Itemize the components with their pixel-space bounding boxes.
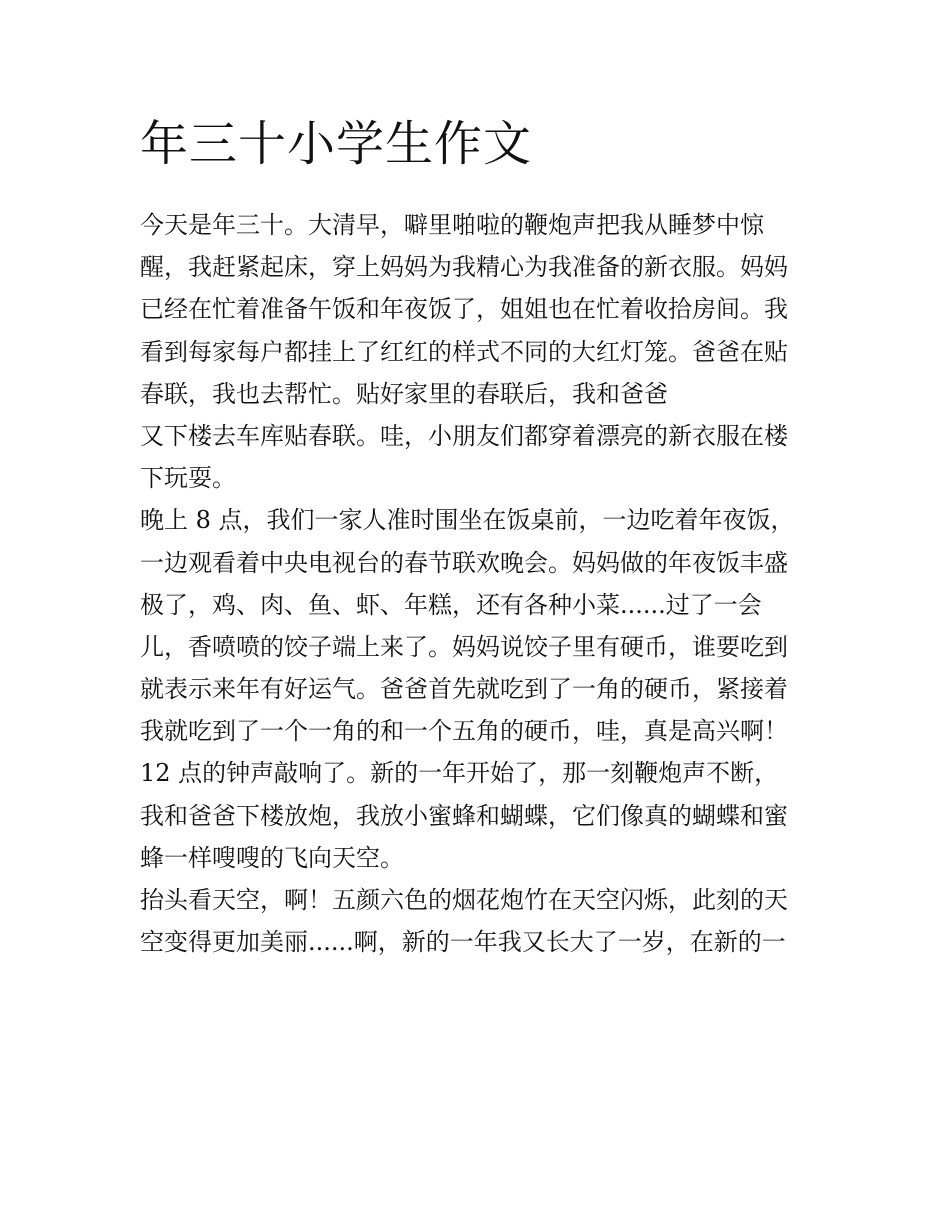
essay-line: 已经在忙着准备午饭和年夜饭了，姐姐也在忙着收拾房间。我 xyxy=(140,295,788,324)
page-title: 年三十小学生作文 xyxy=(140,116,533,172)
essay-line: 今天是年三十。大清早，噼里啪啦的鞭炮声把我从睡梦中惊 xyxy=(140,211,764,239)
essay-line: 一边观看着中央电视台的春节联欢晚会。妈妈做的年夜饭丰盛 xyxy=(140,548,788,577)
essay-line: 抬头看天空，啊！五颜六色的烟花炮竹在天空闪烁，此刻的天 xyxy=(140,886,788,914)
essay-line: 儿，香喷喷的饺子端上来了。妈妈说饺子里有硬币，谁要吃到 xyxy=(140,632,788,661)
essay-line: 空变得更加美丽......啊，新的一年我又长大了一岁，在新的一 xyxy=(140,928,786,957)
essay-line: 12 点的钟声敲响了。新的一年开始了，那一刻鞭炮声不断， xyxy=(140,759,779,788)
essay-line: 看到每家每户都挂上了红红的样式不同的大红灯笼。爸爸在贴 xyxy=(140,337,788,366)
essay-body xyxy=(140,204,820,963)
essay-line: 春联，我也去帮忙。贴好家里的春联后，我和爸爸 xyxy=(140,379,668,408)
essay-line: 又下楼去车库贴春联。哇，小朋友们都穿着漂亮的新衣服在楼 xyxy=(140,421,788,450)
essay-line: 我和爸爸下楼放炮，我放小蜜蜂和蝴蝶，它们像真的蝴蝶和蜜 xyxy=(140,801,788,830)
essay-line: 我就吃到了一个一角的和一个五角的硬币，哇，真是高兴啊！ xyxy=(140,717,788,746)
essay-line: 就表示来年有好运气。爸爸首先就吃到了一角的硬币，紧接着 xyxy=(140,675,788,704)
essay-line: 蜂一样嗖嗖的飞向天空。 xyxy=(140,843,404,872)
essay-line: 极了，鸡、肉、鱼、虾、年糕，还有各种小菜......过了一会 xyxy=(140,590,762,619)
essay-line: 醒，我赶紧起床，穿上妈妈为我精心为我准备的新衣服。妈妈 xyxy=(140,253,788,282)
essay-line: 下玩耍。 xyxy=(140,464,236,493)
essay-line: 晚上 8 点，我们一家人准时围坐在饭桌前，一边吃着年夜饭， xyxy=(140,506,795,535)
